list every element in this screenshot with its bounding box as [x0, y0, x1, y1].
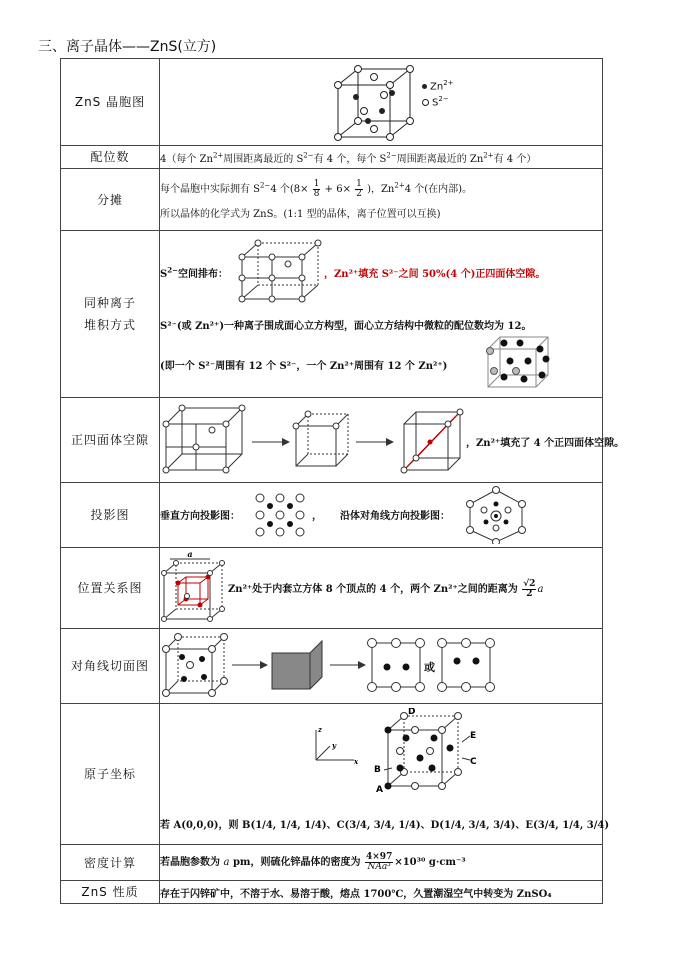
row-label: 密度计算	[61, 845, 160, 881]
row-cell-diagram	[61, 59, 603, 146]
axis-y-label: y	[332, 741, 337, 750]
fcc-lattice-figure	[236, 239, 322, 303]
row-diagonal-section	[61, 629, 603, 704]
row-density	[61, 845, 603, 881]
or-text: 或	[424, 661, 435, 674]
density-text: 若晶胞参数为 a pm，则硫化锌晶体的密度为 $\frac{4\times 97}{\text{NAa³}}$ ×10³⁰ g·cm⁻³	[160, 852, 466, 872]
labeled-cell-figure	[370, 708, 480, 800]
projection-text-a: 垂直方向投影图：	[160, 511, 240, 522]
legend-zn: $Zn^{2+}$	[422, 77, 454, 93]
fraction-1-2: $\frac{1}{2}$	[356, 178, 362, 199]
inner-cube-figure	[160, 551, 226, 625]
zns-table	[60, 58, 625, 904]
allocation-line-2: 所以晶体的化学式为 ZnS。(1:1 型的晶体，离子位置可以互换)	[160, 208, 441, 220]
axis-z-label: z	[318, 725, 322, 734]
coordinates-text: 若 A(0,0,0)，则 B(1/4, 1/4, 1/4)、C(3/4, 3/4, 1/4)、D(1/4, 3/4, 3/4)、E(3/4, 1/4, 3/4)	[160, 820, 610, 831]
row-packing	[61, 231, 603, 398]
point-c-label: C	[470, 757, 477, 767]
projection-text-c: 沿体对角线方向投影图：	[340, 511, 450, 522]
tetrahedron-figure	[400, 402, 464, 478]
row-properties	[61, 881, 603, 904]
axis-x-label: x	[354, 757, 359, 766]
edge-a-label: a	[187, 551, 193, 559]
point-e-label: E	[470, 731, 477, 741]
row-allocation	[61, 169, 603, 231]
section-heading: 三、离子晶体——ZnS(立方)	[38, 39, 217, 55]
row-label: 位置关系图	[61, 548, 160, 629]
row-label: ZnS 性质	[61, 881, 160, 904]
row-label: 配位数	[61, 146, 160, 169]
zns-unit-cell-figure	[330, 63, 420, 141]
point-d-label: D	[408, 708, 416, 717]
legend-zn-dot	[422, 84, 427, 89]
packing-line-1: $S^{2-}$空间排布：	[160, 265, 228, 280]
density-fraction: $\frac{4\times 97}{\text{NAa³}}$	[366, 852, 393, 872]
diagonal-projection-figure	[464, 486, 528, 544]
point-a-label: A	[376, 785, 383, 795]
vertical-projection-figure	[252, 490, 308, 540]
point-b-label: B	[374, 765, 381, 775]
fcc-neighbors-figure	[480, 331, 556, 393]
row-label: 对角线切面图	[61, 629, 160, 704]
row-label: 分摊	[61, 169, 160, 231]
projection-text-b: ，	[312, 511, 322, 522]
packing-line-2: S²⁻(或 Zn²⁺)一种离子围成面心立方构型，面心立方结构中微粒的配位数均为 12。	[160, 321, 532, 332]
row-coordinates	[61, 704, 603, 845]
legend-s-dot	[422, 99, 429, 106]
legend-s: $S^{2-}$	[422, 93, 454, 109]
row-label-2: 堆积方式	[83, 318, 136, 332]
packing-red-note: ，Zn²⁺填充 S²⁻之间 50%(4 个)正四面体空隙。	[324, 269, 546, 280]
row-coordination	[61, 146, 603, 169]
allocation-line-1: 每个晶胞中实际拥有 $S^{2-}4$ 个(8× $\frac{1}{8}$ + 6× $\frac{1}{2}$ )，$Zn^{2+}4$ 个(在内部)。	[160, 178, 473, 199]
row-label: 投影图	[61, 483, 160, 548]
position-text: Zn²⁺处于内套立方体 8 个顶点的 4 个，两个 Zn²⁺之间的距离为 $\frac{√2}{2}$ a	[228, 579, 544, 599]
sqrt2-over-2: $\frac{√2}{2}$	[523, 579, 536, 599]
axes-figure	[308, 724, 360, 768]
row-tetrahedral	[61, 398, 603, 483]
tetrahedral-text: ，Zn²⁺填充了 4 个正四面体空隙。	[466, 438, 625, 449]
fraction-1-8: $\frac{1}{8}$	[313, 178, 320, 199]
coordination-text: 4（每个 $Zn^{2+}$周围距离最近的 $S^{2-}$有 4 个，每个 $S^{2-}$周围距离最近的 $Zn^{2+}$有 4 个）	[160, 151, 537, 165]
row-label: 原子坐标	[61, 704, 160, 845]
tetrahedral-sequence-figure	[160, 402, 400, 478]
row-position	[61, 548, 603, 629]
packing-line-3: (即一个 S²⁻周围有 12 个 S²⁻，一个 Zn²⁺周围有 12 个 Zn²⁺)	[160, 361, 448, 372]
row-label: 正四面体空隙	[61, 398, 160, 483]
diagonal-section-figure	[160, 633, 590, 699]
row-label: ZnS 晶胞图	[61, 59, 160, 146]
row-projection	[61, 483, 603, 548]
properties-text: 存在于闪锌矿中，不溶于水、易溶于酸，熔点 1700℃，久置潮湿空气中转变为 ZnSO₄	[160, 888, 552, 900]
row-label: 同种离子	[83, 296, 136, 310]
